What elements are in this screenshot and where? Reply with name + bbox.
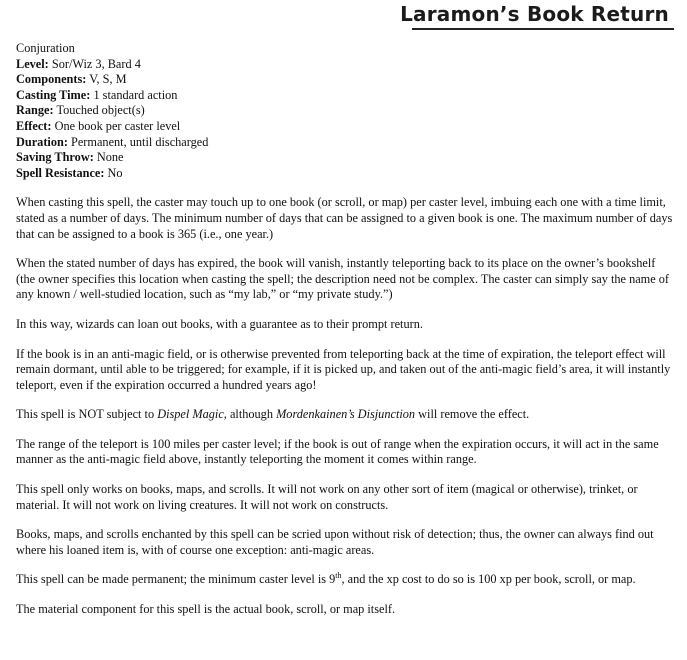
stat-duration-label: Duration: (16, 134, 68, 149)
ordinal-suffix: th (335, 571, 342, 581)
stat-components-label: Components: (16, 72, 87, 87)
paragraph-expiration: When the stated number of days has expired, the book will vanish, instantly teleporting back to its place on the owner’s bookshelf (the owner specifies this location when casting the spell; the description need not be complex. The caster can simply say the name of any known / well-studied location, such as “my lab,” or “my private study.”) (16, 256, 670, 302)
stat-effect-value: One book per caster level (54, 118, 181, 133)
paragraph-anti-magic: If the book is in an anti-magic field, or is otherwise prevented from teleporting back at the time of expiration, the teleport effect will remain dormant, until able to be triggered; for example, if it is picked up, and taken out of the anti-magic field’s area, it will instantly teleport, even if the expiration occurred a hundred years ago! (16, 346, 671, 392)
stat-casting-time-value: 1 standard action (93, 87, 178, 102)
disjunction-spell-name: Mordenkainen’s Disjunction (276, 407, 416, 422)
stat-saving-throw-label: Saving Throw: (16, 150, 94, 165)
stat-spell-resistance-label: Spell Resistance: (16, 165, 105, 180)
stat-saving-throw (16, 150, 676, 166)
paragraph-permanency (16, 572, 676, 588)
stat-level (16, 57, 676, 73)
stat-range-value: Touched object(s) (56, 103, 145, 118)
dispel-text-pre: This spell is NOT subject to (16, 407, 158, 422)
page-title: Laramon’s Book Return (400, 2, 669, 26)
dispel-magic-spell-name: Dispel Magic (157, 407, 224, 422)
stat-components (16, 72, 676, 88)
title-underline (412, 28, 674, 30)
stat-casting-time-label: Casting Time: (16, 87, 91, 102)
stat-spell-resistance (16, 166, 676, 182)
stat-level-value: Sor/Wiz 3, Bard 4 (51, 56, 141, 71)
spell-body (16, 41, 676, 618)
stat-components-value: V, S, M (89, 72, 127, 87)
permanency-text-pre: This spell can be made permanent; the minimum caster level is 9 (16, 572, 336, 587)
stat-effect-label: Effect: (16, 118, 52, 133)
stat-spell-resistance-value: No (107, 165, 123, 180)
permanency-text-post: , and the xp cost to do so is 100 xp per book, scroll, or map. (341, 572, 636, 587)
stat-range-label: Range: (16, 103, 54, 118)
dispel-text-mid: , although (223, 407, 277, 422)
stat-effect (16, 119, 676, 135)
stat-range (16, 103, 676, 119)
paragraph-loans: In this way, wizards can loan out books, with a guarantee as to their prompt return. (16, 316, 423, 331)
spell-school: Conjuration (16, 41, 75, 55)
paragraph-material-component: The material component for this spell is the actual book, scroll, or map itself. (16, 602, 396, 617)
stat-duration (16, 135, 676, 151)
dispel-text-post: will remove the effect. (415, 407, 530, 422)
stat-duration-value: Permanent, until discharged (71, 134, 209, 149)
paragraph-targets: This spell only works on books, maps, and scrolls. It will not work on any other sort of item (magical or otherwise), trinket, or material. It will not work on living creatures. It will not work on constructs. (16, 482, 638, 512)
paragraph-range: The range of the teleport is 100 miles per caster level; if the book is out of range when the expiration occurs, it will act in the same manner as the anti-magic field above, instantly teleporting the moment it comes within range. (16, 436, 659, 467)
paragraph-casting: When casting this spell, the caster may touch up to one book (or scroll, or map) per caster level, imbuing each one with a time limit, stated as a number of days. The minimum number of days that can be assigned to a given book is one. The maximum number of days that can be assigned to a book is 365 (i.e., one year.) (16, 195, 673, 241)
stat-saving-throw-value: None (96, 150, 124, 165)
stat-level-label: Level: (16, 56, 49, 71)
paragraph-dispel (16, 407, 676, 423)
stat-casting-time (16, 88, 676, 104)
paragraph-scrying: Books, maps, and scrolls enchanted by this spell can be scried upon without risk of detection; thus, the owner can always find out where his loaned item is, with of course one exception: anti-magic areas. (16, 527, 654, 557)
